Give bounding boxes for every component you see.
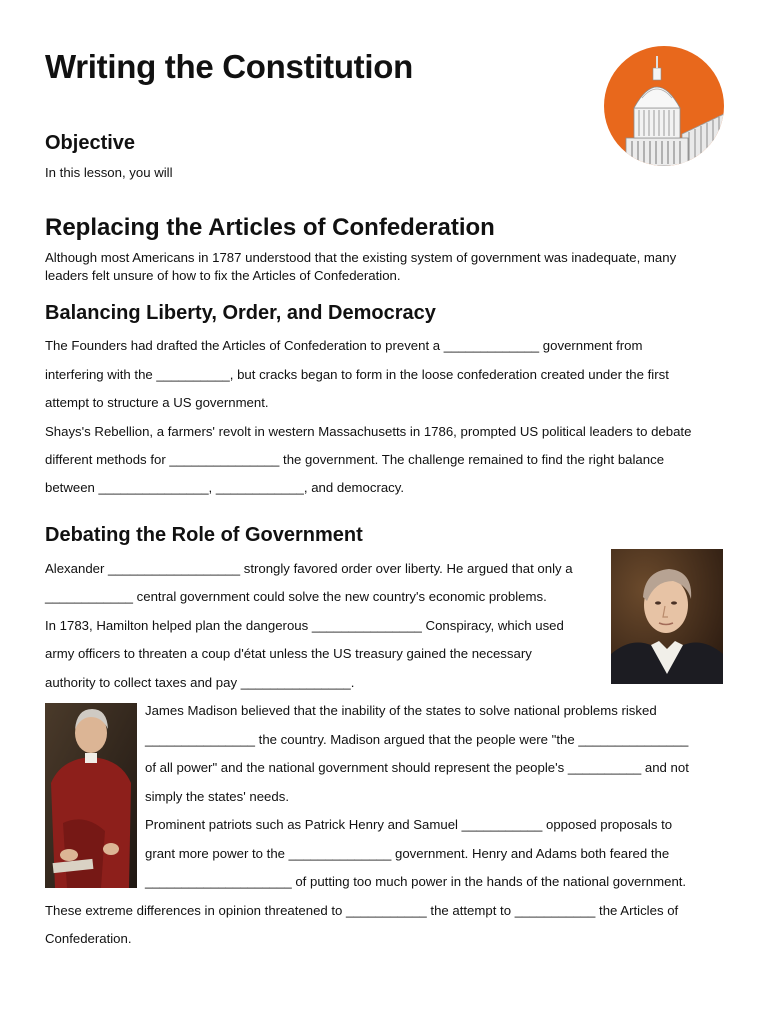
debating-line: authority to collect taxes and pay _______________. xyxy=(45,675,355,690)
debating-line: of all power" and the national government should represent the people's __________ and not xyxy=(145,760,689,775)
debating-line: army officers to threaten a coup d'état unless the US treasury gained the necessary xyxy=(45,646,532,661)
capitol-dome-icon xyxy=(604,46,724,166)
replacing-line: Although most Americans in 1787 understood that the existing system of government was inadequate, many xyxy=(45,250,677,265)
balancing-line: Shays's Rebellion, a farmers' revolt in western Massachusetts in 1786, prompted US political leaders to debate xyxy=(45,424,692,439)
debating-line: ____________ central government could solve the new country's economic problems. xyxy=(45,589,547,604)
balancing-heading: Balancing Liberty, Order, and Democracy xyxy=(45,302,436,324)
balancing-line: between _______________, ____________, and democracy. xyxy=(45,480,405,495)
debating-line: Confederation. xyxy=(45,931,132,946)
replacing-line: leaders felt unsure of how to fix the Articles of Confederation. xyxy=(45,268,401,283)
alexander-hamilton-portrait xyxy=(611,549,723,684)
samuel-adams-portrait xyxy=(45,703,137,888)
debating-line: James Madison believed that the inability of the states to solve national problems risked xyxy=(145,703,657,718)
objective-text: In this lesson, you will xyxy=(45,165,173,180)
replacing-heading: Replacing the Articles of Confederation xyxy=(45,214,495,241)
debating-line: Prominent patriots such as Patrick Henry and Samuel ___________ opposed proposals to xyxy=(145,817,673,832)
balancing-line: attempt to structure a US government. xyxy=(45,395,269,410)
debating-line: In 1783, Hamilton helped plan the dangerous _______________ Conspiracy, which used xyxy=(45,618,564,633)
debating-line: simply the states' needs. xyxy=(145,789,289,804)
debating-line: ____________________ of putting too much power in the hands of the national government. xyxy=(145,874,687,889)
debating-line: grant more power to the ______________ government. Henry and Adams both feared the xyxy=(145,846,670,861)
page-title: Writing the Constitution xyxy=(45,48,413,85)
debating-line: These extreme differences in opinion threatened to ___________ the attempt to ___________ the Articles of xyxy=(45,903,679,918)
debating-line: _______________ the country. Madison argued that the people were "the _______________ xyxy=(145,732,689,747)
balancing-line: The Founders had drafted the Articles of Confederation to prevent a _____________ government from xyxy=(45,338,643,353)
balancing-line: different methods for _______________ the government. The challenge remained to find the right balance xyxy=(45,452,665,467)
objective-heading: Objective xyxy=(45,132,136,154)
debating-line: Alexander __________________ strongly favored order over liberty. He argued that only a xyxy=(45,561,573,576)
debating-heading: Debating the Role of Government xyxy=(45,524,363,546)
balancing-line: interfering with the __________, but cracks began to form in the loose confederation created under the first xyxy=(45,367,669,382)
